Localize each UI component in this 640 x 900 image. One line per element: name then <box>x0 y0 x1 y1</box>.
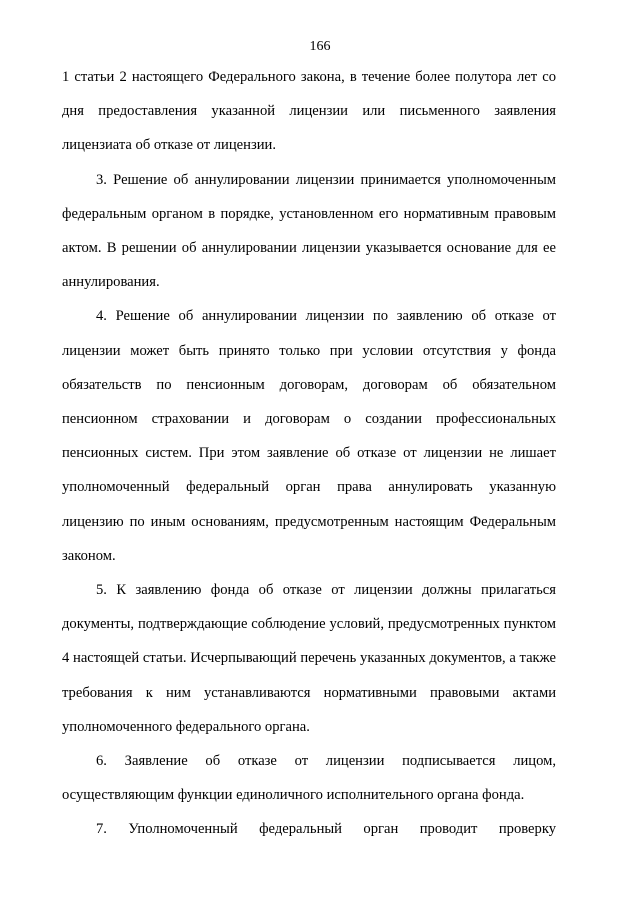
paragraph-7: 7. Уполномоченный федеральный орган проводит проверку <box>96 821 556 838</box>
page-number: 166 <box>309 39 331 54</box>
document-body <box>62 60 556 847</box>
paragraph-4: 4. Решение об аннулировании лицензии по заявлению об отказе от лицензии может быть принято только при условии отсутствия у фонда обязательств по пенсионным договорам, договорам об обязательном пенсионном страховании и договорам о создании профессиональных пенсионных систем. При этом заявление об отказе от лицензии не лишает уполномоченный федеральный орган права аннулировать указанную лицензию по иным основаниям, предусмотренным настоящим Федеральным законом. <box>62 308 556 564</box>
paragraph-continuation: 1 статьи 2 настоящего Федерального закона, в течение более полутора лет со дня предоставления указанной лицензии или письменного заявления лицензиата об отказе от лицензии. <box>62 69 556 154</box>
paragraph-5: 5. К заявлению фонда об отказе от лицензии должны прилагаться документы, подтверждающие соблюдение условий, предусмотренных пунктом 4 настоящей статьи. Исчерпывающий перечень указанных документов, а также требования к ним устанавливаются нормативными правовыми актами уполномоченного федерального органа. <box>62 582 556 735</box>
paragraph-3: 3. Решение об аннулировании лицензии принимается уполномоченным федеральным органом в порядке, установленном его нормативным правовым актом. В решении об аннулировании лицензии указывается основание для ее аннулирования. <box>62 171 556 291</box>
paragraph-6: 6. Заявление об отказе от лицензии подписывается лицом, осуществляющим функции единоличного исполнительного органа фонда. <box>62 753 556 804</box>
